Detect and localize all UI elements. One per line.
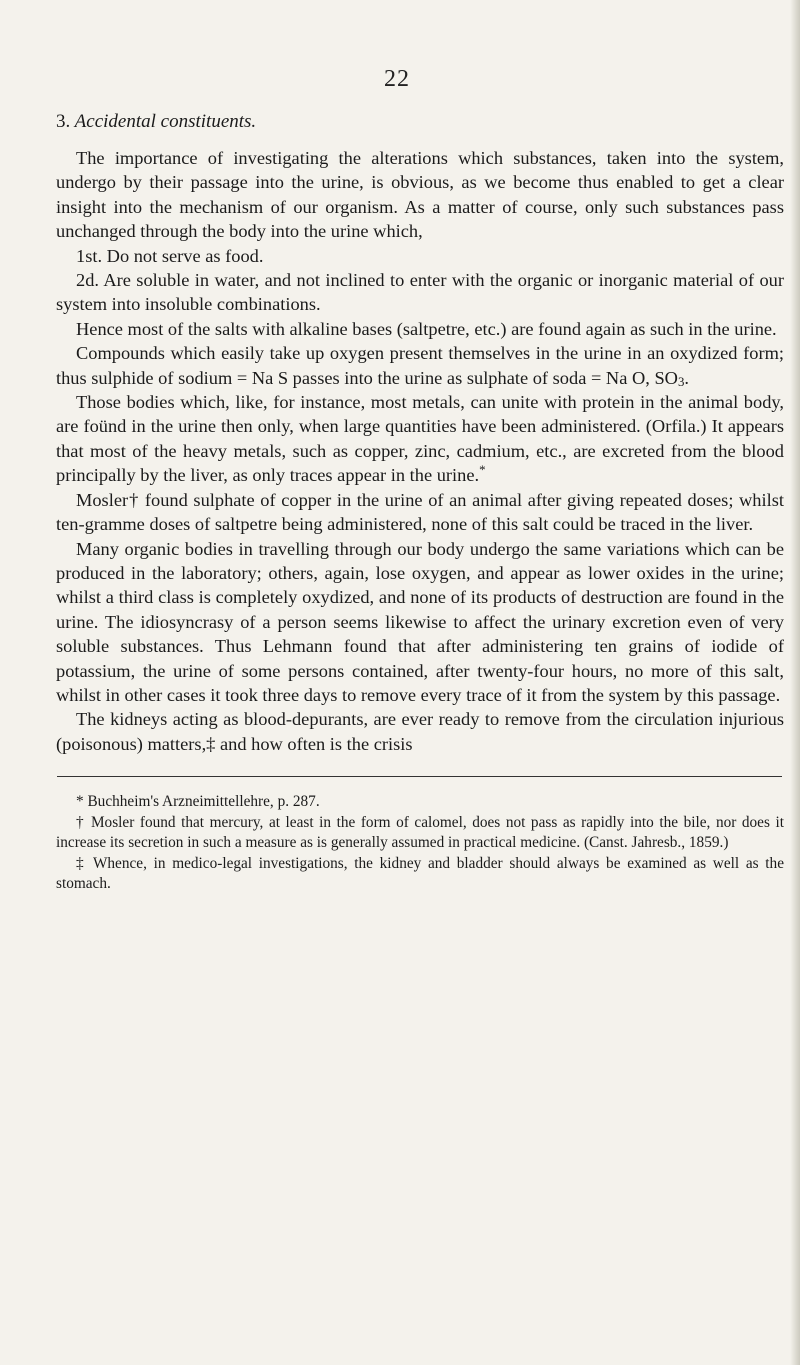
mosler-lead: Mosler bbox=[76, 489, 129, 510]
formula-subscript: 3 bbox=[677, 374, 685, 389]
footnote-mark: ‡ bbox=[76, 854, 87, 872]
section-number: 3. bbox=[56, 111, 71, 132]
paragraph-condition-1: 1st. Do not serve as food. bbox=[76, 245, 264, 266]
footnote-text: Buchheim's Arzneimittellehre, p. 287. bbox=[83, 793, 320, 810]
paragraph-metals bbox=[56, 390, 784, 488]
oxygen-text-end: . bbox=[684, 367, 689, 388]
oxygen-text: Compounds which easily take up oxygen present themselves in the urine in an oxydized form; thus sulphide of sodium = Na S passes into the urine as sulphate of soda = Na O, SO bbox=[56, 343, 784, 388]
kidneys-text: The kidneys acting as blood-depurants, are ever ready to remove from the circulation injurious (poisonous) matters, bbox=[56, 709, 784, 754]
body-text bbox=[56, 146, 784, 756]
footnote-ref-double-dagger: ‡ bbox=[206, 733, 216, 754]
footnote-divider bbox=[57, 776, 782, 777]
section-heading bbox=[56, 111, 256, 133]
footnote-ref-dagger: † bbox=[128, 489, 140, 510]
mosler-text: found sulphate of copper in the urine of an animal after giving repeated doses; whilst ten-gramme doses of saltpetre being administered, none of this salt could be traced in the liver. bbox=[56, 489, 784, 535]
paragraph-intro: The importance of investigating the alterations which substances, taken into the system, undergo by their passage into the urine, is obvious, as we become thus enabled to get a clear insight into the mechanism of our organism. As a matter of course, only such substances pass unchanged through the body into the urine which, bbox=[56, 148, 784, 242]
paragraph-condition-2: 2d. Are soluble in water, and not inclined to enter with the organic or inorganic material of our system into insoluble combinations. bbox=[56, 270, 784, 315]
footnote-2 bbox=[56, 813, 784, 854]
paragraph-oxygen-compounds bbox=[56, 341, 784, 390]
section-title: Accidental constituents. bbox=[74, 111, 257, 132]
page-number: 22 bbox=[384, 66, 410, 92]
footnote-mark: † bbox=[76, 813, 86, 831]
paragraph-organic-bodies: Many organic bodies in travelling through our body undergo the same variations which can be produced in the laboratory; others, again, lose oxygen, and appear as lower oxides in the urine; whilst a third class is completely oxydized, and none of its products of destruction are found in the urine. The idiosyncrasy of a person seems likewise to affect the urinary excretion even of very soluble substances. Thus Lehmann found that after administering ten grains of iodide of potassium, the urine of some persons contained, after twenty-four hours, no more of this salt, whilst in other cases it took three days to remove every trace of it from the system by this passage. bbox=[56, 538, 784, 705]
footnote-text: Mosler found that mercury, at least in the form of calomel, does not pass as rapidly into the bile, nor does it increase its secretion in such a measure as is generally assumed in practical medicine. (Canst. Jahresb., 1859.) bbox=[56, 813, 784, 851]
paragraph-alkaline-salts: Hence most of the salts with alkaline bases (saltpetre, etc.) are found again as such in the urine. bbox=[76, 318, 777, 339]
metals-text: Those bodies which, like, for instance, most metals, can unite with protein in the animal body, are foünd in the urine then only, when large quantities have been administered. (Orfila.) It appears that most of the heavy metals, such as copper, zinc, cadmium, etc., are excreted from the blood principally by the liver, as only traces appear in the urine. bbox=[56, 392, 784, 486]
footnote-text: Whence, in medico-legal investigations, the kidney and bladder should always be examined as well as the stomach. bbox=[56, 854, 784, 892]
kidneys-text-end: and how often is the crisis bbox=[215, 733, 413, 754]
footnote-3 bbox=[56, 854, 784, 895]
footnote-mark: * bbox=[76, 793, 84, 810]
paragraph-kidneys bbox=[56, 707, 784, 756]
page-edge-shadow bbox=[790, 0, 800, 1365]
footnote-1 bbox=[56, 792, 784, 813]
paragraph-mosler bbox=[56, 488, 784, 537]
footnote-ref-asterisk: * bbox=[479, 463, 486, 478]
footnotes bbox=[56, 792, 784, 895]
